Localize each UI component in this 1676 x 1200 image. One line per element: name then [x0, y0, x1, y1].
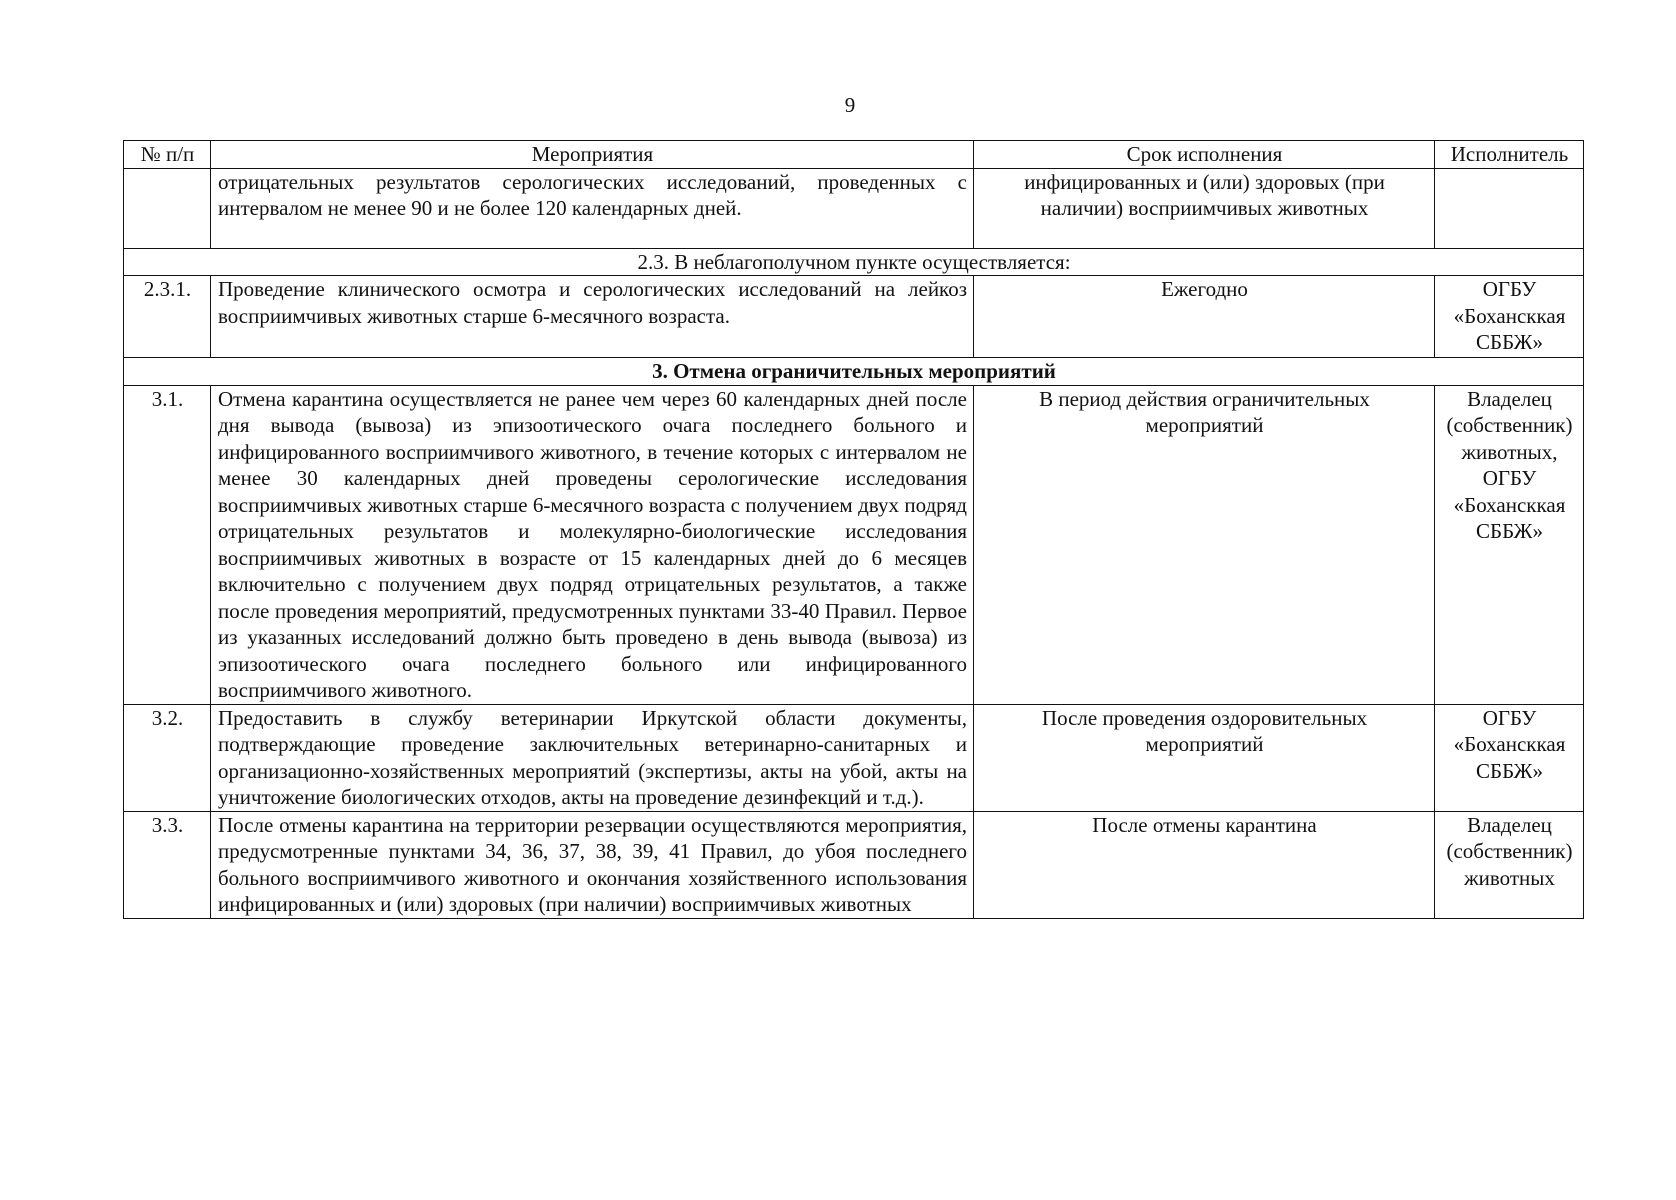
section-row-3: [124, 358, 1584, 386]
header-measure: Мероприятия: [211, 141, 974, 169]
cell-term: После проведения оздоровительных мероприятий: [974, 704, 1435, 811]
header-executor: Исполнитель: [1435, 141, 1584, 169]
cell-measure: Предоставить в службу ветеринарии Иркутской области документы, подтверждающие проведение заключительных ветеринарно-санитарных и организационно-хозяйственных мероприятий (экспертизы, акты на убой, акты на уничтожение биологических отходов, акты на проведение дезинфекций и т.д.).: [211, 704, 974, 811]
table-row-3-3: [124, 811, 1584, 918]
table-row-3-2: [124, 704, 1584, 811]
cell-num: 3.3.: [124, 811, 211, 918]
page-number: 9: [844, 93, 856, 117]
cell-executor: Владелец (собственник) животных: [1435, 811, 1584, 918]
cell-term: Ежегодно: [974, 276, 1435, 358]
cell-measure: Проведение клинического осмотра и серологических исследований на лейкоз восприимчивых животных старше 6-месячного возраста.: [211, 276, 974, 358]
table-row-continued: [124, 168, 1584, 248]
measures-table: [123, 140, 1584, 919]
cell-term: инфицированных и (или) здоровых (при наличии) восприимчивых животных: [974, 168, 1435, 248]
section-row-2-3: [124, 248, 1584, 276]
cell-num: 3.2.: [124, 704, 211, 811]
cell-term: После отмены карантина: [974, 811, 1435, 918]
cell-measure: отрицательных результатов серологических исследований, проведенных с интервалом не менее 90 и не более 120 календарных дней.: [211, 168, 974, 248]
cell-num: 3.1.: [124, 385, 211, 704]
header-num: № п/п: [124, 141, 211, 169]
cell-executor: [1435, 168, 1584, 248]
cell-term: В период действия ограничительных мероприятий: [974, 385, 1435, 704]
cell-executor: ОГБУ «Бохансккая СББЖ»: [1435, 704, 1584, 811]
cell-executor: ОГБУ «Бохансккая СББЖ»: [1435, 276, 1584, 358]
cell-num: 2.3.1.: [124, 276, 211, 358]
section-title-2-3: 2.3. В неблагополучном пункте осуществляется:: [124, 248, 1584, 276]
table-row-2-3-1: [124, 276, 1584, 358]
cell-measure: Отмена карантина осуществляется не ранее чем через 60 календарных дней после дня вывода (вывоза) из эпизоотического очага последнего больного и инфицированного восприимчивого животного, в течение которых с интервалом не менее 30 календарных дней проведены серологические исследования восприимчивых животных старше 6-месячного возраста с получением двух подряд отрицательных результатов и молекулярно-биологические исследования восприимчивых животных в возрасте от 15 календарных дней до 6 месяцев включительно с получением двух подряд отрицательных результатов, а также после проведения мероприятий, предусмотренных пунктами 33-40 Правил. Первое из указанных исследований должно быть проведено в день вывода (вывоза) из эпизоотического очага последнего больного или инфицированного восприимчивого животного.: [211, 385, 974, 704]
table-header-row: [124, 141, 1584, 169]
section-title-3: 3. Отмена ограничительных мероприятий: [124, 358, 1584, 386]
cell-num: [124, 168, 211, 248]
cell-measure: После отмены карантина на территории резервации осуществляются мероприятия, предусмотренные пунктами 34, 36, 37, 38, 39, 41 Правил, до убоя последнего больного восприимчивого животного и окончания хозяйственного использования инфицированных и (или) здоровых (при наличии) восприимчивых животных: [211, 811, 974, 918]
header-term: Срок исполнения: [974, 141, 1435, 169]
cell-executor: Владелец (собственник) животных, ОГБУ «Бохансккая СББЖ»: [1435, 385, 1584, 704]
table-row-3-1: [124, 385, 1584, 704]
